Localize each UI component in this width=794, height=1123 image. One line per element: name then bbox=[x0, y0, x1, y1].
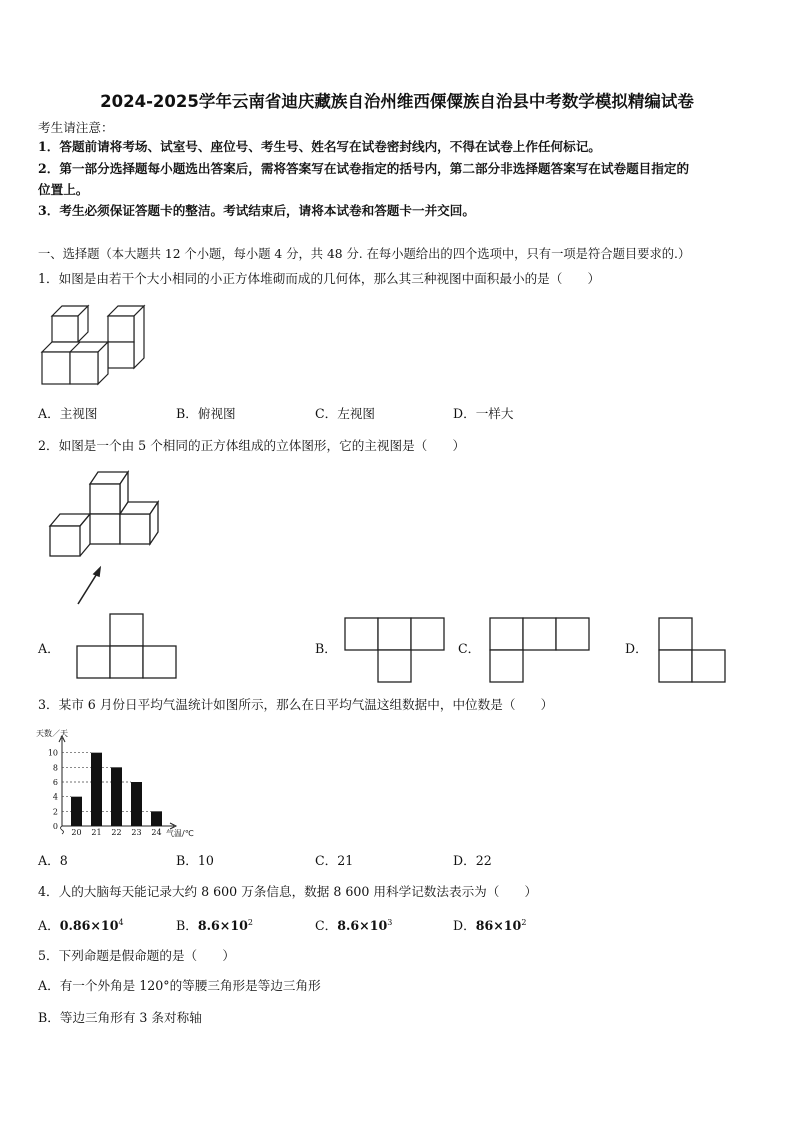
chart-xtick-label: 21 bbox=[91, 828, 102, 837]
q2-option-d: D． bbox=[625, 641, 648, 656]
q4-option-a-label: A． bbox=[38, 918, 60, 933]
temperature-bar-chart bbox=[34, 724, 214, 840]
q4-option-b-exp: 2 bbox=[247, 918, 253, 927]
q2-option-c: C． bbox=[458, 641, 481, 656]
q4-option-d-label: D． bbox=[453, 918, 476, 933]
q2-option-d-figure bbox=[657, 616, 729, 684]
q4-option-a-base: 0.86×10 bbox=[59, 918, 119, 933]
notice-item-1: 1．答题前请将考场、试室号、座位号、考生号、姓名写在试卷密封线内，不得在试卷上作任何标记。 bbox=[38, 139, 601, 154]
q4-option-c-base: 8.6×10 bbox=[337, 918, 388, 933]
q2-option-c-figure bbox=[489, 616, 593, 684]
q1-cube-figure bbox=[38, 302, 158, 386]
notice-heading: 考生请注意： bbox=[38, 120, 114, 135]
q4-option-b-base: 8.6×10 bbox=[197, 918, 248, 933]
q3-option-d: D．22 bbox=[453, 853, 492, 868]
q4-option-d bbox=[453, 915, 526, 934]
q2-cube-figure bbox=[44, 468, 164, 608]
q4-option-c bbox=[315, 915, 392, 934]
q4-option-c-label: C． bbox=[315, 918, 338, 933]
chart-bar bbox=[91, 753, 102, 826]
q2-option-a-figure bbox=[76, 612, 180, 680]
section-heading: 一、选择题（本大题共 12 个小题，每小题 4 分，共 48 分. 在每小题给出的四个选项中，只有一项是符合题目要求的.） bbox=[38, 247, 691, 261]
q4-option-d-base: 86×10 bbox=[475, 918, 522, 933]
chart-bar bbox=[131, 782, 142, 826]
q5-option-b: B．等边三角形有 3 条对称轴 bbox=[38, 1010, 202, 1025]
q3-option-a: A．8 bbox=[38, 853, 68, 868]
q4-option-a bbox=[38, 915, 124, 934]
q4-option-b bbox=[176, 915, 253, 934]
q2-option-b-figure bbox=[344, 616, 448, 684]
notice-item-2: 2．第一部分选择题每小题选出答案后，需将答案写在试卷指定的括号内，第二部分非选择题答案写在试卷题目指定的 bbox=[38, 161, 690, 176]
q1-option-a: A．主视图 bbox=[38, 406, 98, 421]
q2-stem: 2．如图是一个由 5 个相同的正方体组成的立体图形，它的主视图是（ ） bbox=[38, 438, 466, 453]
notice-item-3: 3．考生必须保证答题卡的整洁。考试结束后，请将本试卷和答题卡一并交回。 bbox=[38, 203, 475, 218]
q1-option-c: C．左视图 bbox=[315, 406, 376, 421]
q4-option-c-exp: 3 bbox=[387, 918, 393, 927]
chart-xlabel: 气温/℃ bbox=[166, 829, 194, 838]
chart-xtick-label: 20 bbox=[71, 828, 82, 837]
chart-xtick-label: 22 bbox=[111, 828, 122, 837]
q1-option-d: D．一样大 bbox=[453, 406, 514, 421]
chart-bar bbox=[111, 767, 122, 826]
chart-ytick-label: 2 bbox=[52, 807, 58, 817]
q4-option-d-exp: 2 bbox=[521, 918, 527, 927]
chart-ytick-label: 10 bbox=[47, 748, 58, 758]
chart-bar bbox=[71, 797, 82, 826]
q4-stem: 4．人的大脑每天能记录大约 8 600 万条信息，数据 8 600 用科学记数法表示为（ ） bbox=[38, 884, 538, 899]
page-title: 2024-2025学年云南省迪庆藏族自治州维西傈僳族自治县中考数学模拟精编试卷 bbox=[100, 92, 694, 111]
chart-ytick-label: 4 bbox=[52, 792, 58, 802]
chart-ylabel: 天数／天 bbox=[36, 729, 68, 738]
chart-ytick-label: 8 bbox=[52, 763, 58, 773]
q4-option-a-exp: 4 bbox=[118, 918, 124, 927]
q5-option-a: A．有一个外角是 120°的等腰三角形是等边三角形 bbox=[38, 978, 321, 993]
q3-option-b: B．10 bbox=[176, 853, 214, 868]
q1-option-b: B．俯视图 bbox=[176, 406, 236, 421]
notice-item-2-cont: 位置上。 bbox=[38, 182, 89, 197]
q5-stem: 5．下列命题是假命题的是（ ） bbox=[38, 948, 235, 963]
chart-ytick-label: 6 bbox=[52, 778, 58, 787]
q3-stem: 3．某市 6 月份日平均气温统计如图所示，那么在日平均气温这组数据中，中位数是（ ） bbox=[38, 697, 554, 712]
chart-xtick-label: 23 bbox=[131, 828, 142, 837]
chart-ytick-label: 0 bbox=[52, 822, 58, 831]
q1-stem: 1．如图是由若干个大小相同的小正方体堆砌而成的几何体，那么其三种视图中面积最小的是（ ） bbox=[38, 271, 601, 286]
chart-bar bbox=[151, 811, 162, 826]
q4-option-b-label: B． bbox=[176, 918, 198, 933]
q2-option-a: A． bbox=[38, 641, 60, 656]
chart-xtick-label: 24 bbox=[151, 828, 162, 837]
q2-option-b: B． bbox=[315, 641, 337, 656]
q3-option-c: C．21 bbox=[315, 853, 354, 868]
